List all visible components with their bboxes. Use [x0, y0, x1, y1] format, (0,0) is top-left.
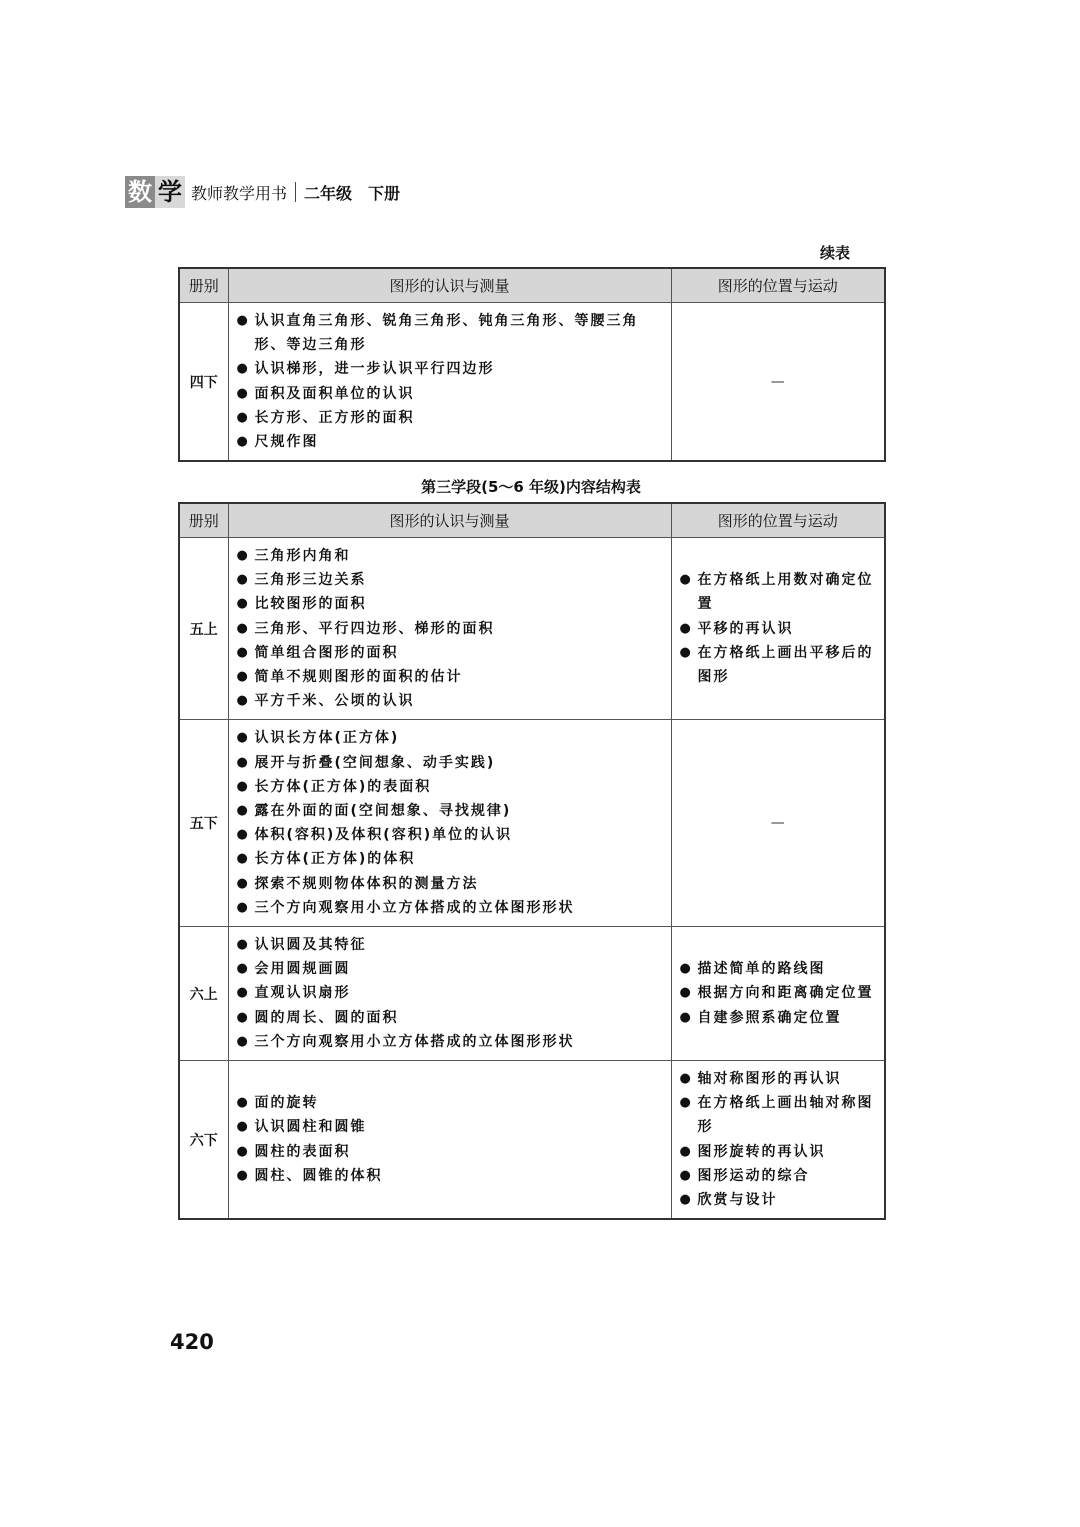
header-divider	[295, 182, 296, 202]
list-item: ● 面积及面积单位的认识	[237, 382, 665, 406]
list-item: ● 三个方向观察用小立方体搭成的立体图形形状	[237, 896, 665, 920]
list-item: ● 探索不规则物体体积的测量方法	[237, 872, 665, 896]
list-item: ● 展开与折叠(空间想象、动手实践)	[237, 751, 665, 775]
shape-cell	[228, 538, 671, 720]
table-row	[179, 720, 885, 927]
subject-logo	[125, 176, 185, 208]
column-header-shape: 图形的认识与测量	[228, 268, 671, 303]
table-row	[179, 1061, 885, 1220]
list-item: ● 认识圆柱和圆锥	[237, 1115, 665, 1139]
list-item: ● 长方形、正方形的面积	[237, 406, 665, 430]
list-item: ● 认识长方体(正方体)	[237, 726, 665, 750]
list-item: ● 圆柱的表面积	[237, 1140, 665, 1164]
list-item: ● 平移的再认识	[680, 617, 879, 641]
list-item: ● 三角形内角和	[237, 544, 665, 568]
list-item: ● 三角形、平行四边形、梯形的面积	[237, 617, 665, 641]
list-item: ● 认识圆及其特征	[237, 933, 665, 957]
column-header-volume: 册别	[179, 268, 228, 303]
shape-topic-list	[229, 303, 671, 460]
shape-cell	[228, 303, 671, 462]
shape-cell	[228, 927, 671, 1061]
position-topic-list	[672, 951, 885, 1036]
shape-topic-list	[229, 720, 671, 926]
list-item: ● 露在外面的面(空间想象、寻找规律)	[237, 799, 665, 823]
list-item: ● 认识直角三角形、锐角三角形、钝角三角形、等腰三角形、等边三角形	[237, 309, 665, 357]
logo-char-1: 数	[125, 176, 155, 208]
content-table-continued	[178, 267, 886, 462]
grade-label: 二年级	[304, 183, 353, 203]
list-item: ● 图形旋转的再认识	[680, 1140, 879, 1164]
list-item: ● 尺规作图	[237, 430, 665, 454]
table-row	[179, 303, 885, 462]
list-item: ● 长方体(正方体)的表面积	[237, 775, 665, 799]
list-item: ● 图形运动的综合	[680, 1164, 879, 1188]
table-header-row	[179, 268, 885, 303]
column-header-position: 图形的位置与运动	[671, 503, 885, 538]
list-item: ● 面的旋转	[237, 1091, 665, 1115]
list-item: ● 简单不规则图形的面积的估计	[237, 665, 665, 689]
table-header-row	[179, 503, 885, 538]
list-item: ● 直观认识扇形	[237, 981, 665, 1005]
shape-cell	[228, 720, 671, 927]
list-item: ● 长方体(正方体)的体积	[237, 847, 665, 871]
volume-cell: 六上	[179, 927, 228, 1061]
position-cell	[671, 1061, 885, 1220]
column-header-shape: 图形的认识与测量	[228, 503, 671, 538]
position-topic-list	[672, 1061, 885, 1218]
page-number: 420	[170, 1330, 214, 1354]
list-item: ● 会用圆规画圆	[237, 957, 665, 981]
shape-topic-list	[229, 1085, 671, 1194]
content-table-stage3	[178, 502, 886, 1220]
list-item: ● 平方千米、公顷的认识	[237, 689, 665, 713]
section-title: 第三学段(5～6 年级)内容结构表	[421, 478, 641, 496]
volume-label: 下册	[368, 183, 401, 203]
volume-cell: 五上	[179, 538, 228, 720]
volume-cell: 四下	[179, 303, 228, 462]
list-item: ● 轴对称图形的再认识	[680, 1067, 879, 1091]
column-header-position: 图形的位置与运动	[671, 268, 885, 303]
list-item: ● 欣赏与设计	[680, 1188, 879, 1212]
position-cell	[671, 538, 885, 720]
book-title: 教师教学用书	[191, 183, 288, 203]
list-item: ● 在方格纸上用数对确定位置	[680, 568, 879, 616]
position-cell	[671, 927, 885, 1061]
empty-dash: —	[671, 720, 885, 927]
list-item: ● 比较图形的面积	[237, 592, 665, 616]
list-item: ● 体积(容积)及体积(容积)单位的认识	[237, 823, 665, 847]
logo-char-2: 学	[155, 176, 185, 208]
list-item: ● 三角形三边关系	[237, 568, 665, 592]
list-item: ● 在方格纸上画出轴对称图形	[680, 1091, 879, 1139]
shape-topic-list	[229, 538, 671, 719]
list-item: ● 圆的周长、圆的面积	[237, 1006, 665, 1030]
table-row	[179, 538, 885, 720]
table-row	[179, 927, 885, 1061]
list-item: ● 三个方向观察用小立方体搭成的立体图形形状	[237, 1030, 665, 1054]
list-item: ● 描述简单的路线图	[680, 957, 879, 981]
list-item: ● 自建参照系确定位置	[680, 1006, 879, 1030]
list-item: ● 在方格纸上画出平移后的图形	[680, 641, 879, 689]
list-item: ● 简单组合图形的面积	[237, 641, 665, 665]
shape-topic-list	[229, 927, 671, 1060]
list-item: ● 认识梯形，进一步认识平行四边形	[237, 357, 665, 381]
list-item: ● 圆柱、圆锥的体积	[237, 1164, 665, 1188]
volume-cell: 六下	[179, 1061, 228, 1220]
continued-label: 续表	[819, 244, 850, 262]
column-header-volume: 册别	[179, 503, 228, 538]
shape-cell	[228, 1061, 671, 1220]
list-item: ● 根据方向和距离确定位置	[680, 981, 879, 1005]
volume-cell: 五下	[179, 720, 228, 927]
empty-dash: —	[671, 303, 885, 462]
page-header	[125, 175, 400, 209]
position-topic-list	[672, 562, 885, 695]
